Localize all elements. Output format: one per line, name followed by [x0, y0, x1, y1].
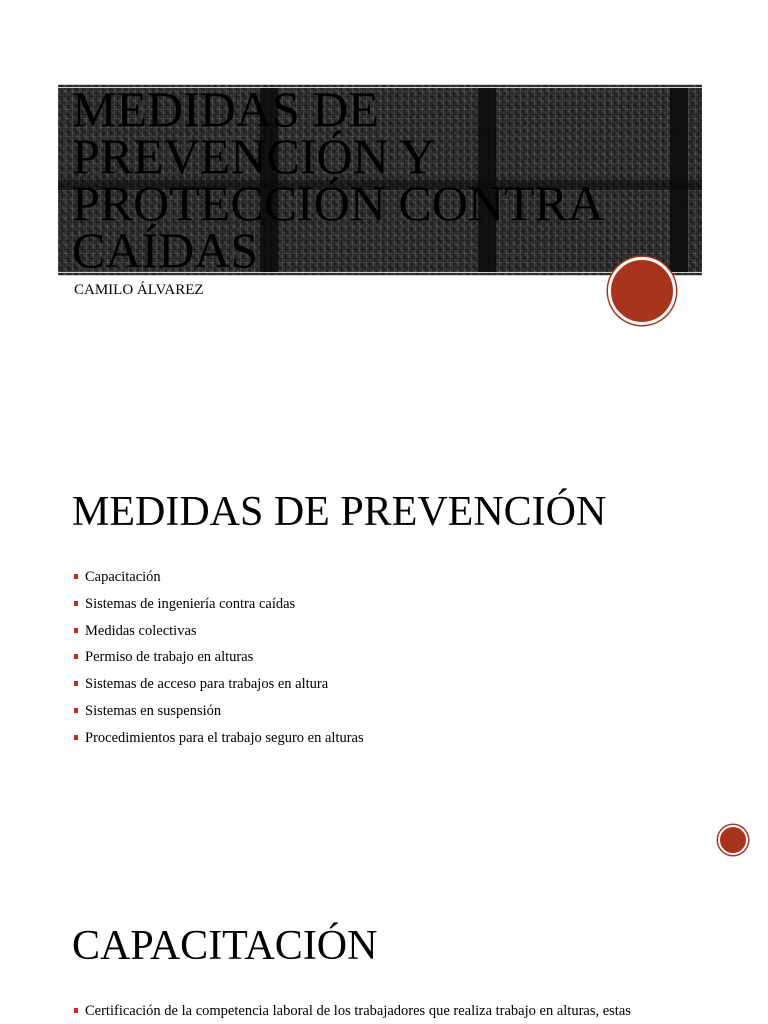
prevention-slide	[0, 400, 768, 850]
bullet-list	[74, 1002, 714, 1024]
training-slide	[0, 850, 768, 1024]
bullet-list	[74, 568, 364, 756]
bullet-text: Capacitación	[85, 569, 161, 585]
list-item	[74, 1002, 714, 1020]
bullet-marker	[74, 574, 78, 579]
bullet-text: Sistemas de ingeniería contra caídas	[85, 595, 296, 612]
bullet-text: Sistemas de acceso para trabajos en altura	[85, 676, 329, 693]
decorative-circle	[608, 257, 676, 325]
list-item	[74, 568, 364, 586]
bullet-marker	[74, 628, 78, 633]
bullet-marker	[74, 735, 78, 740]
bullet-text: Procedimientos para el trabajo seguro en alturas	[85, 729, 364, 746]
title-slide	[0, 0, 768, 400]
bullet-text: Certificación de la competencia laboral de los trabajadores que realiza trabajo en alturas, estas	[85, 1003, 631, 1019]
bullet-marker	[74, 708, 78, 713]
list-item	[74, 729, 364, 747]
list-item	[74, 675, 364, 693]
list-item	[74, 595, 364, 613]
list-item	[74, 702, 364, 720]
bullet-text: Sistemas en suspensión	[85, 702, 222, 719]
list-item	[74, 622, 364, 640]
bullet-text: Permiso de trabajo en alturas	[85, 649, 254, 666]
slide-title: CAPACITACIÓN	[72, 923, 378, 969]
presentation-title: MEDIDAS DE PREVENCIÓN Y PROTECCIÓN CONTRA CAÍDAS	[72, 81, 602, 278]
bullet-marker	[74, 654, 78, 659]
author-name: CAMILO ÁLVAREZ	[74, 282, 204, 298]
list-item	[74, 648, 364, 666]
bullet-text: Medidas colectivas	[85, 622, 197, 639]
slide-title: MEDIDAS DE PREVENCIÓN	[72, 489, 607, 535]
bullet-marker	[74, 1008, 78, 1013]
bullet-marker	[74, 681, 78, 686]
bullet-marker	[74, 601, 78, 606]
